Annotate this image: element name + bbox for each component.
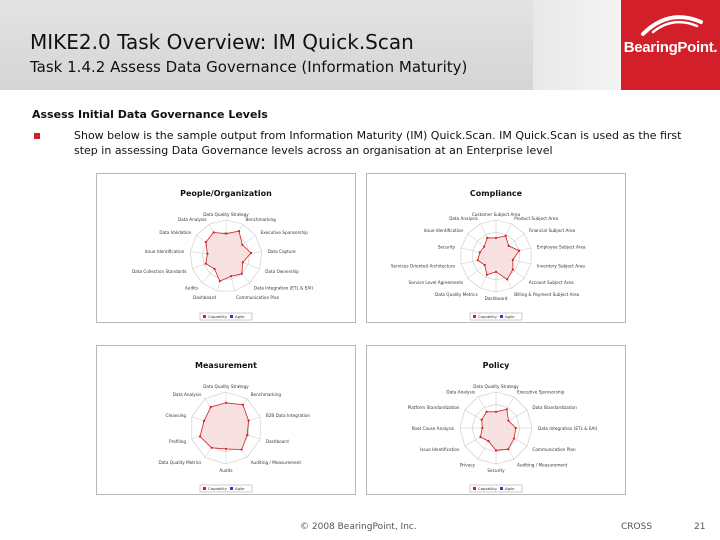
data-point: [506, 408, 508, 410]
axis-label: Account Subject Area: [528, 280, 574, 286]
axis-label: B2B Data Integration: [265, 413, 311, 418]
axis-label: Financial Subject Area: [528, 227, 576, 233]
legend-label-agile: Agile: [235, 314, 245, 320]
axis-label: Security: [487, 468, 505, 473]
chart-title: Compliance: [469, 189, 523, 198]
data-point: [486, 237, 488, 239]
axis-label: Data Quality Strategy: [203, 212, 249, 217]
legend-label-capability: Capability: [478, 486, 498, 492]
chart-title: Policy: [482, 361, 510, 370]
axis-label: Executive Sponsorship: [260, 230, 308, 236]
chart-title: Measurement: [195, 361, 257, 370]
data-point: [518, 250, 520, 252]
data-point: [481, 427, 483, 429]
data-point: [241, 448, 243, 450]
footer-copyright: © 2008 BearingPoint, Inc.: [300, 522, 417, 532]
axis-label: Benchmarking: [250, 392, 282, 397]
axis-label: Data Quality Metrics: [434, 291, 478, 297]
header-highlight: [533, 0, 621, 90]
axis-label: Data Collection Standards: [132, 268, 187, 274]
data-point: [250, 252, 252, 254]
legend-swatch-capability: [473, 487, 476, 490]
axis-label: Issue Identification: [144, 248, 185, 254]
axis-label: Security: [437, 244, 456, 250]
data-point: [507, 448, 509, 450]
data-point: [512, 268, 514, 270]
data-point: [203, 420, 205, 422]
data-point: [477, 259, 479, 261]
data-point: [205, 241, 207, 243]
radar-panel-compliance: [366, 173, 626, 323]
footer-code: CROSS: [621, 522, 653, 532]
data-point: [483, 245, 485, 247]
legend-label-capability: Capability: [208, 486, 228, 492]
radar-panel-policy: [366, 345, 626, 495]
data-point: [242, 261, 244, 263]
axis-label: Privacy: [459, 462, 475, 468]
axis-label: Data Ownership: [265, 268, 299, 274]
data-point: [238, 230, 240, 232]
axis-label: Platform Standardization: [407, 405, 460, 410]
data-point: [199, 435, 201, 437]
series-capability: [480, 409, 515, 450]
bullet-icon: [34, 133, 40, 139]
data-point: [487, 440, 489, 442]
data-point: [241, 273, 243, 275]
radar-chart-policy: [367, 346, 625, 494]
axis-label: Auditing / Measurement: [517, 462, 568, 468]
data-point: [486, 411, 488, 413]
bullet-text: Show below is the sample output from Information Maturity (IM) Quick.Scan. IM Quick.Scan is used as the first step in assessing Data Governance levels across an organisation at an Enterprise level: [74, 129, 682, 157]
data-point: [507, 420, 509, 422]
axis-label: Cleansing: [165, 413, 187, 418]
axis-label: Profiling: [169, 439, 187, 444]
axis-label: Product Subject Area: [514, 216, 559, 222]
radar-chart-measurement: [97, 346, 355, 494]
data-point: [210, 406, 212, 408]
data-point: [495, 411, 497, 413]
legend-label-capability: Capability: [478, 314, 498, 320]
axis-label: Service Level Agreements: [408, 280, 464, 286]
axis-label: Billing & Payment Subject Area: [514, 291, 580, 297]
data-point: [213, 231, 215, 233]
data-point: [225, 402, 227, 404]
radar-panel-people: [96, 173, 356, 323]
data-point: [242, 404, 244, 406]
brand-logo: [621, 0, 720, 90]
radar-chart-compliance: [367, 174, 625, 322]
legend-swatch-capability: [473, 315, 476, 318]
data-point: [479, 251, 481, 253]
axis-label: Communication Plan: [236, 294, 280, 300]
axis-label: Data Quality Metrics: [158, 460, 202, 465]
axis-label: Data Analysis: [446, 389, 475, 395]
axis-label: Employee Subject Area: [536, 244, 586, 250]
series-capability: [200, 403, 249, 450]
legend-label-agile: Agile: [505, 314, 515, 320]
axis-label: Dashboard: [265, 439, 289, 444]
data-point: [495, 237, 497, 239]
chart-title: People/Organization: [180, 189, 272, 198]
axis-label: Data Quality Strategy: [473, 384, 519, 389]
legend-swatch-agile: [500, 487, 503, 490]
data-point: [505, 235, 507, 237]
data-point: [486, 274, 488, 276]
axis-label: Audits: [219, 468, 233, 473]
data-point: [508, 245, 510, 247]
data-point: [481, 419, 483, 421]
data-point: [225, 233, 227, 235]
legend-swatch-agile: [500, 315, 503, 318]
data-point: [211, 447, 213, 449]
radar-chart-people: [97, 174, 355, 322]
axis-label: Data Integration (ETL & EAI): [538, 426, 598, 431]
axis-label: Communication Plan: [532, 447, 576, 452]
data-point: [241, 244, 243, 246]
brand-name: BearingPoint.: [623, 39, 718, 56]
axis-label: Inventory Subject Area: [536, 263, 585, 269]
page-number: 21: [694, 522, 706, 532]
page-subtitle: Task 1.4.2 Assess Data Governance (Information Maturity): [30, 58, 468, 76]
axis-label: Data Analysis: [449, 216, 478, 222]
data-point: [495, 271, 497, 273]
axis-label: Audits: [184, 285, 199, 291]
legend-swatch-capability: [203, 315, 206, 318]
page-title: MIKE2.0 Task Overview: IM Quick.Scan: [30, 30, 414, 54]
radar-panel-measurement: [96, 345, 356, 495]
axis-label: Services Oriented Architecture: [390, 263, 456, 269]
data-point: [246, 434, 248, 436]
legend-label-capability: Capability: [208, 314, 228, 320]
axis-label: Issue Identification: [423, 227, 464, 233]
axis-label: Customer Subject Area: [471, 212, 521, 217]
data-point: [479, 436, 481, 438]
axis-label: Data Integration (ETL & EAI): [253, 285, 314, 291]
legend-swatch-capability: [203, 487, 206, 490]
data-point: [219, 280, 221, 282]
axis-label: Dashboard: [193, 294, 216, 300]
axis-label: Dashboard: [484, 296, 508, 301]
axis-label: Data Analysis: [177, 216, 207, 222]
data-point: [515, 427, 517, 429]
data-point: [230, 275, 232, 277]
data-point: [506, 278, 508, 280]
data-point: [512, 259, 514, 261]
axis-label: Issue Identification: [419, 447, 460, 452]
axis-label: Root Cause Analysis: [411, 426, 454, 431]
data-point: [225, 448, 227, 450]
legend-label-agile: Agile: [235, 486, 245, 492]
axis-label: Data Standardization: [532, 405, 577, 410]
series-capability: [206, 231, 251, 281]
data-point: [495, 449, 497, 451]
legend-swatch-agile: [230, 487, 233, 490]
axis-label: Executive Sponsorship: [517, 389, 565, 395]
axis-label: Data Analysis: [172, 392, 202, 397]
legend-swatch-agile: [230, 315, 233, 318]
data-point: [484, 264, 486, 266]
legend-label-agile: Agile: [505, 486, 515, 492]
axis-label: Data Validation: [159, 230, 192, 236]
axis-label: Benchmarking: [245, 216, 276, 222]
axis-label: Data Capture: [267, 248, 296, 254]
axis-label: Data Quality Strategy: [203, 384, 249, 389]
section-title: Assess Initial Data Governance Levels: [32, 108, 268, 121]
data-point: [213, 268, 215, 270]
axis-label: Auditing / Measurement: [250, 460, 301, 465]
data-point: [205, 263, 207, 265]
data-point: [247, 420, 249, 422]
data-point: [513, 437, 515, 439]
data-point: [206, 253, 208, 255]
